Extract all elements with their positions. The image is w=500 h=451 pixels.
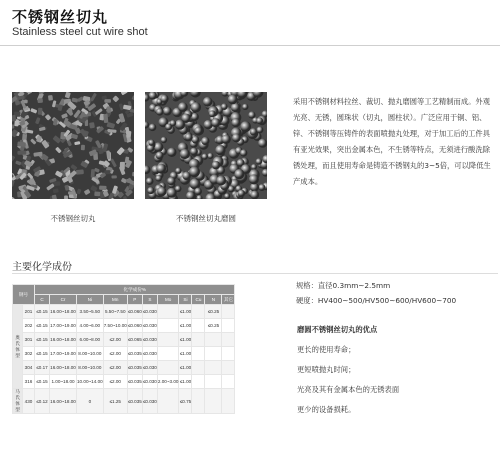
table-cell: ≤0.030: [142, 389, 157, 414]
shot-particle: [48, 95, 53, 101]
shot-particle: [104, 170, 110, 174]
composition-table-body: [13, 305, 235, 414]
table-cell: [192, 389, 205, 414]
shot-particle: [146, 177, 154, 185]
column-header-row: [13, 295, 235, 305]
advantage-item: 光亮及其有金属本色的无锈表面: [297, 385, 400, 394]
shot-particle: [256, 117, 263, 124]
table-cell: [157, 347, 179, 361]
shot-particle: [53, 188, 59, 193]
column-header: Mn: [103, 295, 127, 305]
table-row: [13, 319, 235, 333]
shot-particle: [61, 113, 68, 119]
composition-section-title: 主要化学成份: [12, 262, 72, 273]
table-cell: ≤0.12: [35, 389, 50, 414]
table-cell: 7.50~10.00: [103, 319, 127, 333]
table-cell: 6.00~8.00: [77, 333, 104, 347]
shot-particle: [160, 95, 168, 103]
shot-particle: [145, 165, 150, 174]
column-header: P: [127, 295, 142, 305]
shot-particle: [156, 151, 164, 159]
table-cell: [192, 361, 205, 375]
shot-particle: [17, 151, 26, 155]
shot-particle: [76, 169, 84, 174]
shot-particle: [256, 126, 263, 133]
shot-particle: [71, 98, 78, 103]
table-cell: 3.50~5.50: [77, 305, 104, 319]
table-cell: [222, 319, 235, 333]
shot-particle: [249, 174, 259, 184]
table-cell: ≤0.25: [205, 305, 222, 319]
table-cell: ≤1.00: [179, 319, 192, 333]
table-cell: [205, 333, 222, 347]
shot-particle: [156, 164, 166, 174]
shot-particle: [224, 193, 230, 199]
table-cell: ≤2.00: [103, 347, 127, 361]
column-header: N: [205, 295, 222, 305]
table-cell: ≤0.065: [127, 333, 142, 347]
table-cell: [205, 389, 222, 414]
column-header: Cr: [50, 295, 77, 305]
column-header: Cu: [192, 295, 205, 305]
shot-particle: [221, 103, 228, 110]
table-cell: ≤0.030: [142, 305, 157, 319]
table-cell: 0: [77, 389, 104, 414]
grade-cell: 301: [23, 333, 35, 347]
advantage-item: 更短喷抛丸时间；: [297, 365, 356, 374]
shot-particle: [89, 122, 95, 128]
table-row: [13, 361, 235, 375]
shot-particle: [112, 95, 119, 102]
shot-particle: [76, 188, 81, 194]
table-cell: [192, 375, 205, 389]
shot-particle: [132, 172, 134, 177]
table-cell: ≤0.030: [142, 319, 157, 333]
steel-type-label: 马氏体型: [13, 389, 23, 414]
shot-particle: [12, 124, 14, 129]
table-cell: ≤1.00: [179, 361, 192, 375]
table-row: [13, 389, 235, 414]
shot-particle: [111, 175, 116, 178]
shot-particle: [116, 147, 124, 156]
table-cell: [157, 389, 179, 414]
column-header: Mo: [157, 295, 179, 305]
table-cell: ≤0.15: [35, 347, 50, 361]
table-cell: [205, 375, 222, 389]
shot-particle: [231, 118, 240, 127]
shot-particle: [55, 147, 62, 154]
shot-particle: [149, 124, 156, 131]
advantage-item: 更少的设备损耗。: [297, 405, 356, 414]
table-cell: ≤1.00: [179, 347, 192, 361]
shot-particle: [175, 120, 185, 130]
table-cell: [157, 361, 179, 375]
grade-cell: 201: [23, 305, 35, 319]
shot-particle: [211, 118, 220, 127]
section-divider: [12, 273, 498, 274]
shot-particle: [190, 148, 198, 156]
hardness-spec: 硬度：HV400~500/HV500~600/HV600~700: [296, 296, 457, 305]
shot-particle: [215, 145, 225, 155]
shot-particle: [37, 98, 43, 103]
table-cell: ≤0.035: [127, 375, 142, 389]
shot-particle: [38, 108, 43, 115]
shot-particle: [106, 150, 111, 159]
table-cell: 1.00~18.00: [50, 375, 77, 389]
table-cell: 16.00~18.00: [50, 305, 77, 319]
table-cell: ≤0.060: [127, 305, 142, 319]
composition-group-header: 化学成份%: [35, 285, 235, 295]
shot-particle: [104, 99, 111, 103]
shot-particle: [106, 122, 115, 129]
shot-particle: [161, 137, 167, 143]
shot-particle: [196, 195, 202, 199]
shot-particle: [209, 110, 216, 117]
shot-particle: [234, 169, 244, 179]
shot-particle: [167, 148, 176, 157]
shot-particle: [12, 180, 15, 187]
table-cell: ≤0.15: [35, 375, 50, 389]
table-cell: ≤0.15: [35, 333, 50, 347]
shot-particle: [53, 135, 62, 143]
chemical-composition-table: [12, 284, 235, 414]
table-cell: ≤0.030: [142, 347, 157, 361]
table-cell: ≤0.035: [127, 361, 142, 375]
table-cell: ≤0.030: [142, 361, 157, 375]
shot-particle: [202, 153, 208, 159]
shot-particle: [212, 161, 220, 169]
grade-cell: 302: [23, 347, 35, 361]
shot-particle: [110, 158, 117, 167]
grade-cell: 430: [23, 389, 35, 414]
shot-particle: [123, 196, 128, 199]
table-cell: ≤0.15: [35, 319, 50, 333]
shot-particle: [189, 166, 200, 177]
cut-wire-shot-photo: [12, 92, 134, 199]
shot-particle: [250, 128, 257, 135]
grade-cell: 202: [23, 319, 35, 333]
table-cell: [192, 347, 205, 361]
table-cell: [205, 347, 222, 361]
table-cell: [222, 347, 235, 361]
table-cell: ≤1.00: [179, 333, 192, 347]
advantage-item: 更长的使用寿命；: [297, 345, 356, 354]
table-cell: [222, 389, 235, 414]
table-row: [13, 347, 235, 361]
shot-particle: [145, 121, 149, 128]
shot-particle: [256, 158, 263, 165]
table-cell: 17.00~19.00: [50, 347, 77, 361]
shot-particle: [74, 141, 80, 145]
column-header: 其它: [222, 295, 235, 305]
size-spec: 规格：直径0.3mm~2.5mm: [296, 281, 391, 290]
shot-particle: [156, 108, 164, 116]
cut-wire-shot-caption: 不锈钢丝切丸: [50, 214, 96, 223]
shot-particle: [157, 187, 166, 196]
shot-particle: [148, 139, 154, 145]
shot-particle: [228, 94, 238, 104]
shot-particle: [190, 92, 201, 97]
table-cell: ≤1.25: [103, 389, 127, 414]
shot-particle: [194, 188, 202, 196]
table-cell: ≤0.035: [127, 347, 142, 361]
table-cell: ≤0.75: [179, 389, 192, 414]
table-cell: [192, 333, 205, 347]
table-cell: [192, 319, 205, 333]
shot-particle: [262, 169, 267, 177]
shot-particle: [84, 189, 91, 195]
shot-particle: [258, 139, 267, 148]
shot-particle: [103, 114, 108, 123]
table-cell: ≤0.15: [35, 305, 50, 319]
shot-particle: [30, 108, 37, 114]
steel-type-label: 奥氏体型: [13, 305, 23, 389]
cut-wire-shot-image: [12, 92, 134, 199]
shot-particle: [238, 190, 245, 197]
table-cell: [222, 375, 235, 389]
table-cell: ≤0.25: [205, 319, 222, 333]
table-cell: ≤0.030: [142, 333, 157, 347]
shot-particle: [147, 187, 154, 194]
table-cell: [157, 305, 179, 319]
shot-particle: [15, 160, 21, 165]
shot-particle: [71, 134, 78, 140]
table-cell: [222, 333, 235, 347]
table-cell: [222, 305, 235, 319]
table-cell: ≤1.00: [179, 305, 192, 319]
shot-particle: [251, 164, 257, 170]
shot-particle: [77, 96, 84, 102]
column-header: Ni: [77, 295, 104, 305]
shot-particle: [131, 95, 134, 102]
shot-particle: [194, 127, 203, 136]
rounded-cut-wire-shot-photo: [145, 92, 267, 199]
page-subtitle: Stainless steel cut wire shot: [12, 26, 148, 38]
shot-particle: [216, 176, 226, 186]
column-header: Si: [179, 295, 192, 305]
shot-particle: [192, 136, 200, 144]
grade-cell: 316: [23, 375, 35, 389]
page-title: 不锈钢丝切丸: [12, 8, 109, 26]
shot-particle: [12, 197, 18, 199]
table-cell: 16.00~18.00: [50, 361, 77, 375]
table-cell: 17.00~19.00: [50, 319, 77, 333]
shot-particle: [221, 135, 230, 144]
table-cell: 16.00~18.00: [50, 333, 77, 347]
table-row: [13, 333, 235, 347]
shot-particle: [119, 103, 124, 110]
shot-particle: [248, 111, 255, 118]
table-cell: 5.50~7.50: [103, 305, 127, 319]
shot-particle: [65, 92, 71, 98]
table-cell: ≤2.00: [103, 375, 127, 389]
shot-particle: [180, 149, 190, 159]
shot-particle: [64, 195, 68, 199]
shot-particle: [52, 194, 58, 199]
title-divider: [0, 45, 500, 46]
advantages-title: 磨圆不锈钢丝切丸的优点: [297, 325, 378, 334]
shot-particle: [45, 114, 52, 121]
shot-particle: [207, 153, 213, 159]
table-cell: 4.00~6.00: [77, 319, 104, 333]
shot-particle: [191, 102, 201, 112]
shot-particle: [240, 121, 251, 132]
table-cell: [157, 333, 179, 347]
shot-particle: [178, 102, 188, 112]
shot-particle: [30, 138, 36, 144]
table-cell: 8.00~10.00: [77, 347, 104, 361]
column-header: S: [142, 295, 157, 305]
shot-particle: [91, 169, 95, 178]
table-cell: ≤0.030: [142, 375, 157, 389]
shot-particle: [155, 175, 162, 182]
table-cell: [222, 361, 235, 375]
shot-particle: [12, 155, 15, 162]
shot-particle: [70, 164, 77, 171]
shot-particle: [90, 93, 97, 102]
shot-particle: [175, 186, 181, 192]
shot-particle: [240, 149, 247, 156]
table-cell: ≤0.035: [127, 389, 142, 414]
shot-particle: [232, 133, 241, 142]
shot-particle: [201, 137, 209, 145]
table-cell: ≤0.17: [35, 361, 50, 375]
shot-particle: [163, 107, 172, 116]
rounded-cut-wire-shot-caption: 不锈钢丝切丸磨圆: [176, 214, 236, 223]
shot-particle: [185, 133, 193, 141]
grade-cell: 304: [23, 361, 35, 375]
table-row: [13, 305, 235, 319]
table-row: [13, 375, 235, 389]
table-cell: 8.00~10.00: [77, 361, 104, 375]
shot-particle: [41, 140, 49, 149]
shot-particle: [99, 186, 107, 191]
shot-particle: [94, 191, 100, 196]
shot-particle: [203, 97, 213, 107]
table-cell: [157, 319, 179, 333]
shot-particle: [120, 162, 125, 170]
table-cell: 2.00~3.00: [157, 375, 179, 389]
grade-header: 钢号: [13, 285, 35, 305]
shot-particle: [35, 117, 41, 124]
shot-particle: [68, 191, 76, 194]
shot-particle: [64, 185, 69, 191]
table-cell: ≤1.00: [179, 375, 192, 389]
shot-particle: [81, 145, 85, 151]
shot-particle: [121, 92, 128, 95]
shot-particle: [259, 184, 266, 191]
rounded-cut-wire-shot-image: [145, 92, 267, 199]
table-cell: 10.00~14.00: [77, 375, 104, 389]
shot-particle: [90, 185, 97, 192]
table-cell: ≤2.00: [103, 333, 127, 347]
table-cell: [192, 305, 205, 319]
shot-particle: [165, 123, 172, 130]
product-description: 采用不锈钢材料拉丝、裁切、抛丸磨圆等工艺精制而成。外观光亮、无锈，圆珠状（切丸，圆柱状）。广泛应用于铜、铝、锌、不锈钢等压铸件的表面喷抛丸处理，对于加工后的工件具有亚光效果，突出金属本色，不生锈等特点，无须进行酸洗除锈处理，而且使用寿命是铸造不锈钢丸的3~5倍，可以降低生产成本。: [293, 97, 491, 186]
shot-particle: [167, 177, 175, 185]
table-cell: [205, 361, 222, 375]
shot-particle: [242, 104, 248, 110]
shot-particle: [250, 190, 259, 199]
table-cell: ≤2.00: [103, 361, 127, 375]
table-cell: 16.00~18.00: [50, 389, 77, 414]
column-header: C: [35, 295, 50, 305]
table-cell: ≤0.060: [127, 319, 142, 333]
